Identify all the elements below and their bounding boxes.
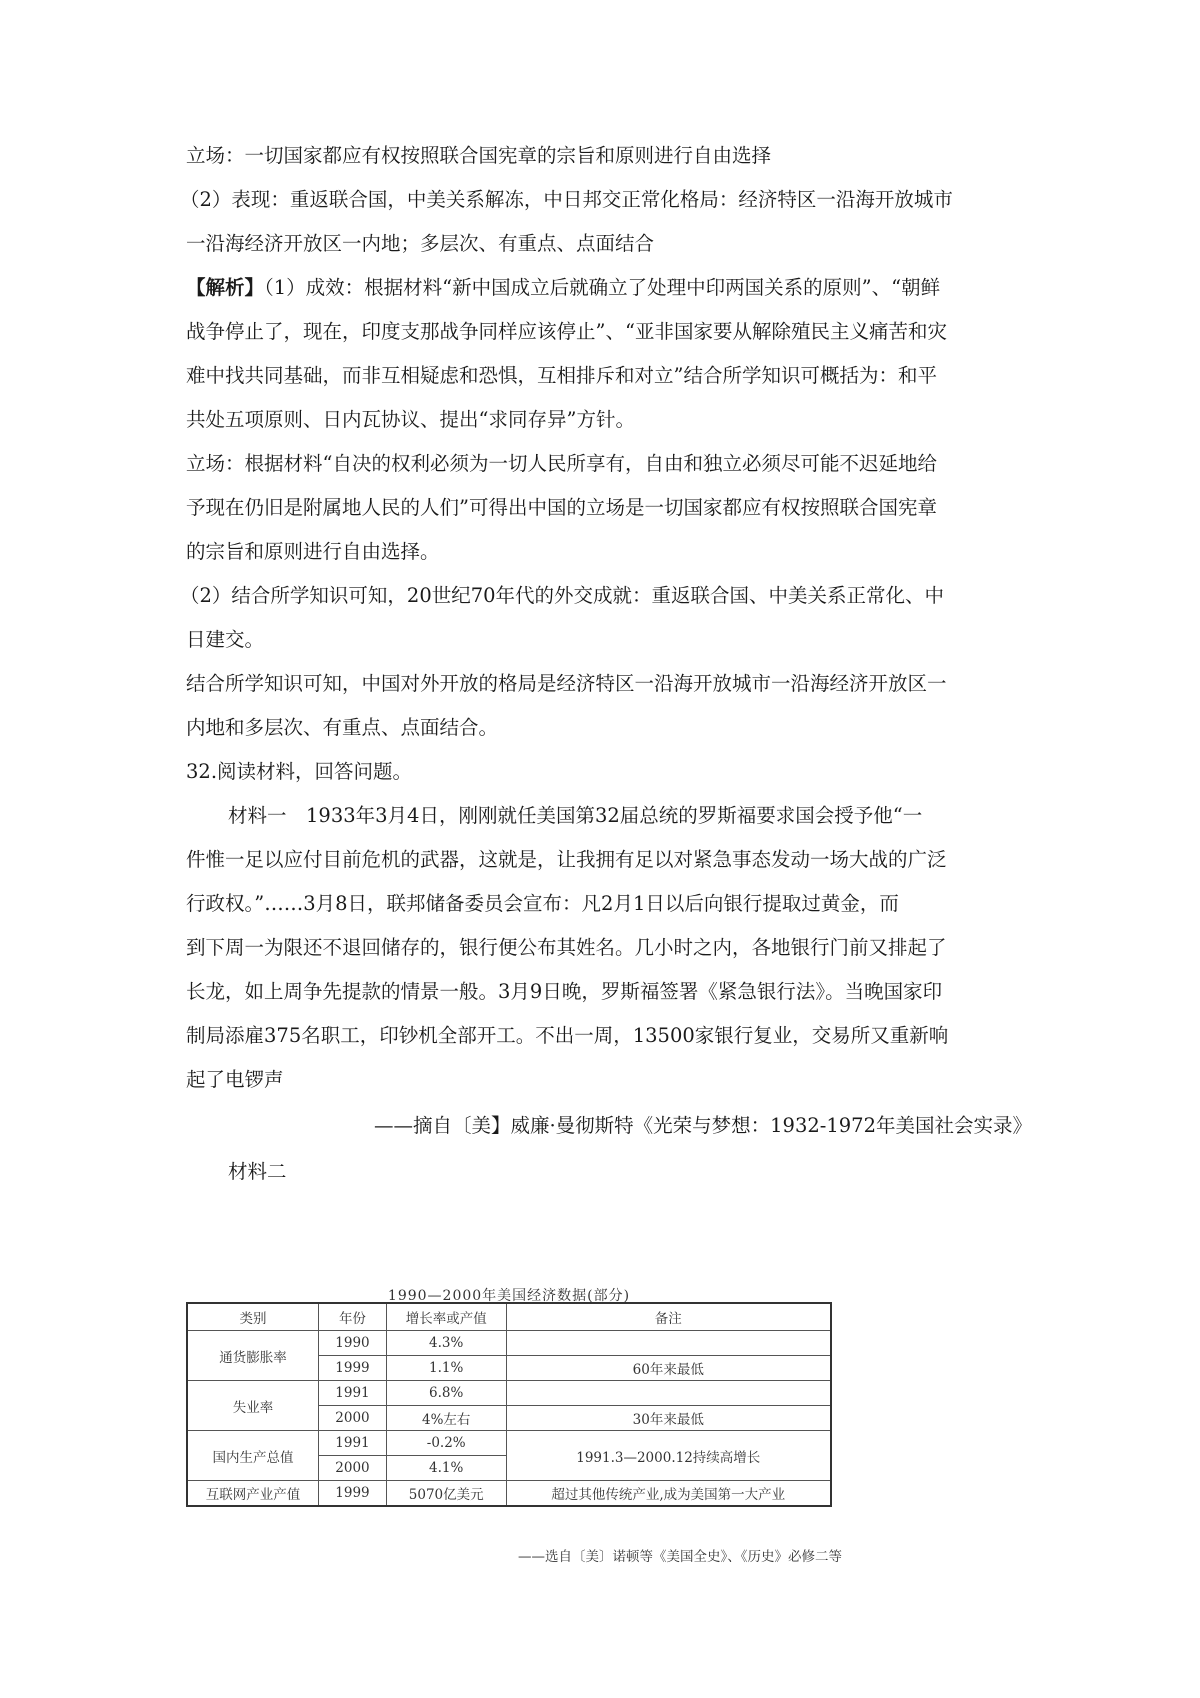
category-cell: 通货膨胀率 <box>187 1331 319 1381</box>
note-cell <box>506 1331 831 1356</box>
note-cell: 超过其他传统产业,成为美国第一大产业 <box>506 1481 831 1507</box>
header-year: 年份 <box>319 1303 387 1331</box>
paragraph-line: 日建交。 <box>186 628 265 651</box>
analysis-line <box>186 274 1032 302</box>
table-row <box>187 1331 831 1356</box>
year-cell: 1999 <box>319 1356 387 1381</box>
economic-data-table-wrapper <box>186 1302 832 1507</box>
material-one-line: 材料一 1933年3月4日，刚刚就任美国第32届总统的罗斯福要求国会授予他“一 <box>228 804 923 827</box>
year-cell: 2000 <box>319 1406 387 1431</box>
paragraph-line: 共处五项原则、日内瓦协议、提出“求同存异”方针。 <box>186 408 635 431</box>
paragraph-line: 难中找共同基础，而非互相疑虑和恐惧，互相排斥和对立”结合所学知识可概括为：和平 <box>186 364 937 387</box>
year-cell: 1990 <box>319 1331 387 1356</box>
paragraph-line: 战争停止了，现在，印度支那战争同样应该停止”、“亚非国家要从解除殖民主义痛苦和灾 <box>186 320 947 343</box>
year-cell: 1991 <box>319 1381 387 1406</box>
category-cell: 互联网产业产值 <box>187 1481 319 1507</box>
year-cell: 2000 <box>319 1456 387 1481</box>
note-cell: 60年来最低 <box>506 1356 831 1381</box>
material-one-line: 制局添雇375名职工，印钞机全部开工。不出一周，13500家银行复业，交易所又重新响 <box>186 1024 949 1047</box>
material-one-line: 长龙，如上周争先提款的情景一般。3月9日晚，罗斯福签署《紧急银行法》。当晚国家印 <box>186 980 943 1003</box>
value-cell: -0.2% <box>386 1431 506 1456</box>
analysis-label: 【解析】 <box>186 276 265 299</box>
header-category: 类别 <box>187 1303 319 1331</box>
material-one-line: 起了电锣声 <box>186 1068 284 1091</box>
question-heading: 32.阅读材料，回答问题。 <box>186 760 413 783</box>
paragraph-line: 内地和多层次、有重点、点面结合。 <box>186 716 499 739</box>
economic-data-table <box>186 1302 832 1507</box>
paragraph-line: 一沿海经济开放区一内地；多层次、有重点、点面结合 <box>186 232 655 255</box>
note-cell <box>506 1381 831 1406</box>
header-note: 备注 <box>506 1303 831 1331</box>
table-row <box>187 1381 831 1406</box>
year-cell: 1999 <box>319 1481 387 1507</box>
value-cell: 6.8% <box>386 1381 506 1406</box>
table-caption: 1990—2000年美国经济数据(部分) <box>387 1288 631 1304</box>
material-one-line: 件惟一足以应付目前危机的武器，这就是，让我拥有足以对紧急事态发动一场大战的广泛 <box>186 848 947 871</box>
year-cell: 1991 <box>319 1431 387 1456</box>
paragraph-line: 的宗旨和原则进行自由选择。 <box>186 540 440 563</box>
material-one-line: 行政权。”……3月8日，联邦储备委员会宣布：凡2月1日以后向银行提取过黄金，而 <box>186 892 899 915</box>
value-cell: 4.3% <box>386 1331 506 1356</box>
paragraph-line: 结合所学知识可知，中国对外开放的格局是经济特区一沿海开放城市一沿海经济开放区一 <box>186 672 947 695</box>
material-one-line: 到下周一为限还不退回储存的，银行便公布其姓名。几小时之内，各地银行门前又排起了 <box>186 936 947 959</box>
paragraph-line: （2）结合所学知识可知，20世纪70年代的外交成就：重返联合国、中美关系正常化、中 <box>180 584 945 607</box>
note-cell: 30年来最低 <box>506 1406 831 1431</box>
paragraph-line: 立场：根据材料“自决的权利必须为一切人民所享有，自由和独立必须尽可能不迟延地给 <box>186 452 937 475</box>
paragraph-line: 予现在仍旧是附属地人民的人们”可得出中国的立场是一切国家都应有权按照联合国宪章 <box>186 496 937 519</box>
value-cell: 4%左右 <box>386 1406 506 1431</box>
header-value: 增长率或产值 <box>386 1303 506 1331</box>
paragraph-line: 立场：一切国家都应有权按照联合国宪章的宗旨和原则进行自由选择 <box>186 144 772 167</box>
table-header-row <box>187 1303 831 1331</box>
value-cell: 5070亿美元 <box>386 1481 506 1507</box>
material-one-source: ——摘自〔美】威廉·曼彻斯特《光荣与梦想：1932-1972年美国社会实录》 <box>373 1114 1032 1137</box>
paragraph-line: （2）表现：重返联合国，中美关系解冻，中日邦交正常化格局：经济特区一沿海开放城市 <box>180 188 953 211</box>
table-row <box>187 1481 831 1507</box>
category-cell: 国内生产总值 <box>187 1431 319 1481</box>
note-cell: 1991.3—2000.12持续高增长 <box>506 1431 831 1481</box>
table-source: ——选自〔美〕诺顿等《美国全史》、《历史》必修二等 <box>518 1549 842 1565</box>
material-two-label: 材料二 <box>228 1160 287 1183</box>
value-cell: 1.1% <box>386 1356 506 1381</box>
table-row <box>187 1431 831 1456</box>
value-cell: 4.1% <box>386 1456 506 1481</box>
category-cell: 失业率 <box>187 1381 319 1431</box>
analysis-text: （1）成效：根据材料“新中国成立后就确立了处理中印两国关系的原则”、“朝鲜 <box>264 276 941 299</box>
